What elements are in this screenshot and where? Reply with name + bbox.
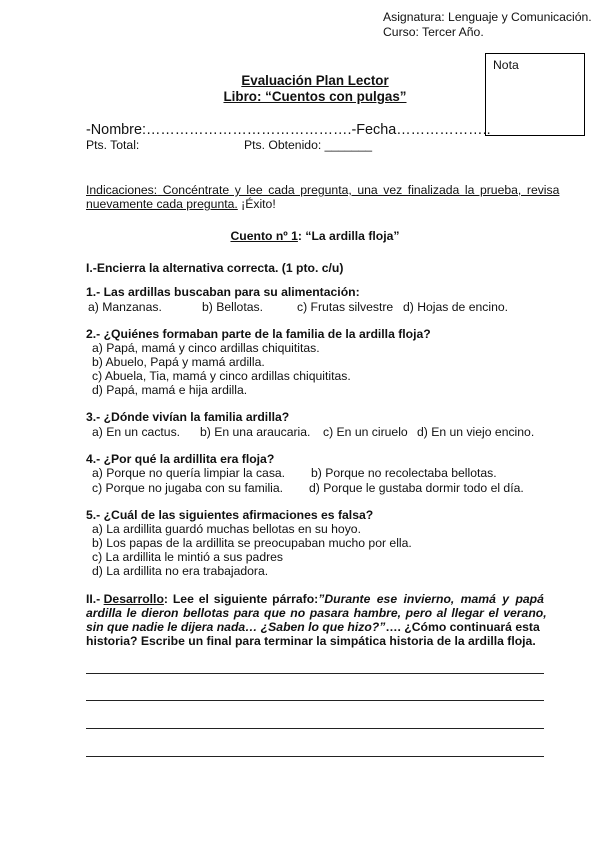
- q2-option-d[interactable]: d) Papá, mamá e hija ardilla.: [92, 383, 248, 397]
- q5-option-c[interactable]: c) La ardillita le mintió a sus padres: [92, 550, 284, 564]
- q3-option-c[interactable]: c) En un ciruelo: [323, 425, 408, 439]
- q1-option-c[interactable]: c) Frutas silvestre: [297, 300, 394, 314]
- answer-line-4[interactable]: [86, 756, 544, 757]
- answer-line-3[interactable]: [86, 728, 544, 729]
- name-date-field[interactable]: -Nombre:…………………………………….-Fecha………………..: [86, 122, 491, 138]
- q5-option-b[interactable]: b) Los papas de la ardillita se preocupaban mucho por ella.: [92, 536, 412, 550]
- q1-option-d[interactable]: d) Hojas de encino.: [403, 300, 509, 314]
- section2-instruction: : Lee el siguiente párrafo:: [163, 592, 319, 606]
- q4-option-a[interactable]: a) Porque no quería limpiar la casa.: [92, 466, 286, 480]
- story-name: : “La ardilla floja”: [297, 229, 400, 243]
- section2-line2: [86, 606, 547, 620]
- story-title: [0, 229, 600, 243]
- instructions-line2-rest: ¡Éxito!: [237, 197, 276, 211]
- story-label: Cuento nº 1: [230, 229, 298, 243]
- instructions-line1: [86, 183, 560, 197]
- q3-option-b[interactable]: b) En una araucaria.: [200, 425, 311, 439]
- instructions-line2: [86, 197, 276, 211]
- q4-option-d[interactable]: d) Porque le gustaba dormir todo el día.: [309, 481, 524, 495]
- q1-option-b[interactable]: b) Bellotas.: [202, 300, 263, 314]
- exam-title: Evaluación Plan Lector: [241, 73, 389, 88]
- q2-option-a[interactable]: a) Papá, mamá y cinco ardillas chiquititas.: [92, 341, 320, 355]
- q5-option-d[interactable]: d) La ardillita no era trabajadora.: [92, 564, 269, 578]
- book-title: Libro: “Cuentos con pulgas”: [223, 89, 407, 104]
- instructions-line2-underlined: nuevamente cada pregunta.: [86, 197, 238, 211]
- q4-option-b[interactable]: b) Porque no recolectaba bellotas.: [311, 466, 497, 480]
- section2-quote-end: sin que nadie le dijera nada… ¿Saben lo que hizo?”: [86, 620, 386, 634]
- question-4: 4.- ¿Por qué la ardillita era floja?: [86, 452, 275, 466]
- section2-line3: [86, 620, 540, 634]
- subject-label: Asignatura: Lenguaje y Comunicación.: [383, 10, 592, 24]
- obtained-points-field[interactable]: Pts. Obtenido: _______: [244, 138, 373, 152]
- answer-line-1[interactable]: [86, 673, 544, 674]
- question-5: 5.- ¿Cuál de las siguientes afirmaciones es falsa?: [86, 508, 374, 522]
- question-1: 1.- Las ardillas buscaban para su alimentación:: [86, 285, 360, 299]
- instructions-label: Indicaciones:: [86, 183, 158, 197]
- question-2: 2.- ¿Quiénes formaban parte de la familia de la ardilla floja?: [86, 327, 431, 341]
- section2-line4: historia? Escribe un final para terminar la simpática historia de la ardilla floja.: [86, 634, 536, 648]
- answer-line-2[interactable]: [86, 700, 544, 701]
- course-label: Curso: Tercer Año.: [383, 25, 484, 39]
- section2-line1: [86, 592, 544, 606]
- q1-option-a[interactable]: a) Manzanas.: [88, 300, 162, 314]
- section2-question: …. ¿Cómo continuará esta: [385, 620, 540, 634]
- q3-option-d[interactable]: d) En un viejo encino.: [417, 425, 535, 439]
- q2-option-c[interactable]: c) Abuela, Tia, mamá y cinco ardillas chiquititas.: [92, 369, 351, 383]
- total-points-label: Pts. Total:: [86, 138, 140, 152]
- section1-heading: I.-Encierra la alternativa correcta. (1 pto. c/u): [86, 261, 344, 275]
- q2-option-b[interactable]: b) Abuelo, Papá y mamá ardilla.: [92, 355, 265, 369]
- grade-box-label: Nota: [493, 58, 519, 72]
- q5-option-a[interactable]: a) La ardillita guardó muchas bellotas en su hoyo.: [92, 522, 361, 536]
- q3-option-a[interactable]: a) En un cactus.: [92, 425, 181, 439]
- section2-label: Desarrollo: [103, 592, 164, 606]
- section2-prefix: II.-: [86, 592, 104, 606]
- section2-quote-start: ”Durante ese invierno, mamá y papá: [318, 592, 544, 606]
- question-3: 3.- ¿Dónde vivían la familia ardilla?: [86, 410, 290, 424]
- q4-option-c[interactable]: c) Porque no jugaba con su familia.: [92, 481, 284, 495]
- section2-quote-middle: ardilla le dieron bellotas para que no pasara hambre, pero al llegar el verano,: [86, 606, 547, 620]
- instructions-text: Concéntrate y lee cada pregunta, una vez finalizada la prueba, revisa: [157, 183, 560, 197]
